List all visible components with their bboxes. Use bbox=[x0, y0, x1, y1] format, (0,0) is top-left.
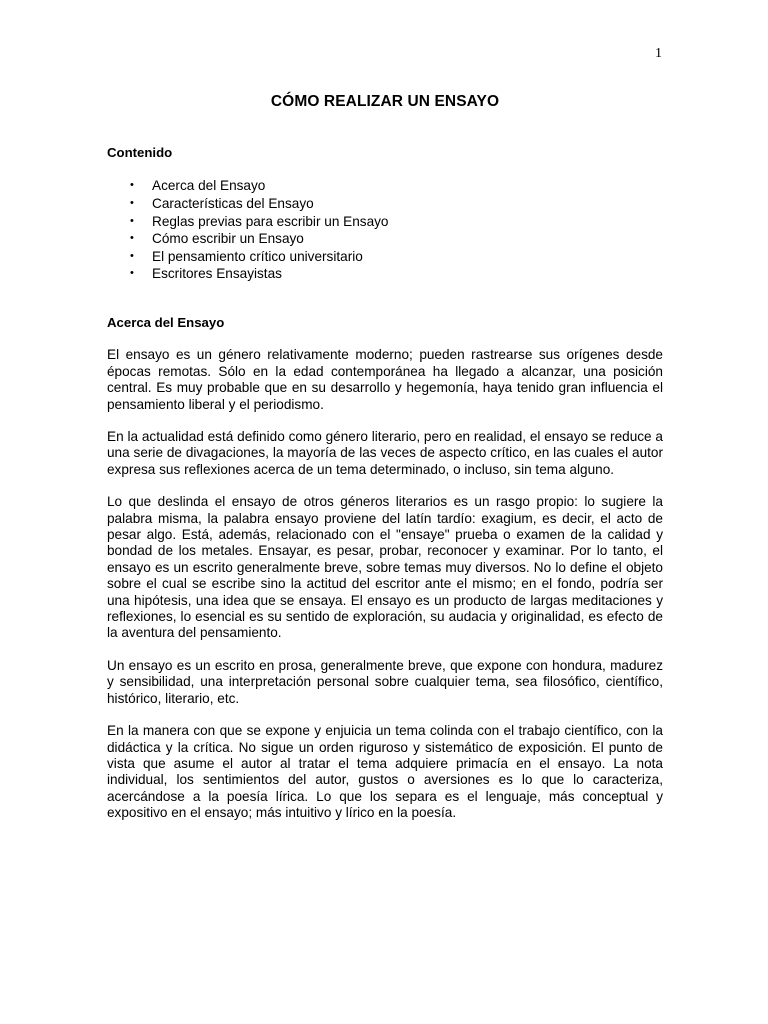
contents-item-label: Acerca del Ensayo bbox=[152, 178, 266, 194]
document-title: CÓMO REALIZAR UN ENSAYO bbox=[270, 93, 500, 110]
contents-item-label: Características del Ensayo bbox=[152, 196, 314, 211]
section-heading: Acerca del Ensayo bbox=[107, 314, 225, 330]
contents-list-item bbox=[107, 230, 663, 248]
bullet-icon: • bbox=[130, 267, 134, 280]
paragraph: En la actualidad está definido como género literario, pero en realidad, el ensayo se reduce a una serie de divagaciones, la mayoría de las veces de aspecto crítico, en las cuales el autor expresa sus reflexiones acerca de un tema determinado, o incluso, sin tema alguno. bbox=[107, 429, 663, 477]
contents-list bbox=[107, 177, 663, 283]
document-body bbox=[107, 145, 663, 822]
bullet-icon: • bbox=[130, 214, 134, 227]
contents-list-item bbox=[107, 248, 663, 266]
contents-list-item bbox=[107, 213, 663, 231]
page-number: 1 bbox=[655, 46, 662, 61]
contents-list-item bbox=[107, 265, 663, 283]
paragraph: Lo que deslinda el ensayo de otros géneros literarios es un rasgo propio: lo sugiere la palabra misma, la palabra ensayo proviene del latín tardío: exagium, es decir, el acto de pesar algo. Está, además, relacionado con el "ensaye" prueba o examen de la calidad y bondad de los metales. Ensayar, es pesar, probar, reconocer y examinar. Por lo tanto, el ensayo es un escrito generalmente breve, sobre temas muy diversos. No lo define el objeto sobre el cual se escribe sino la actitud del escritor ante el mismo; en el fondo, podría ser una hipótesis, una idea que se ensaya. El ensayo es un producto de largas meditaciones y reflexiones, lo esencial es su sentido de exploración, su audacia y originalidad, es efecto de la aventura del pensamiento. bbox=[107, 494, 663, 641]
contents-list-item bbox=[107, 195, 663, 213]
contents-heading: Contenido bbox=[107, 145, 173, 160]
contents-item-label: Reglas previas para escribir un Ensayo bbox=[152, 213, 389, 229]
contents-item-label: Cómo escribir un Ensayo bbox=[152, 231, 304, 247]
paragraph: En la manera con que se expone y enjuicia un tema colinda con el trabajo científico, con la didáctica y la crítica. No sigue un orden riguroso y sistemático de exposición. El punto de vista que asume el autor al tratar el tema adquiere primacía en el ensayo. La nota individual, los sentimientos del autor, gustos o aversiones es lo que lo caracteriza, acercándose a la poesía lírica. Lo que los separa es el lenguaje, más conceptual y expositivo en el ensayo; más intuitivo y lírico en la poesía. bbox=[107, 723, 663, 821]
bullet-icon: • bbox=[130, 179, 134, 192]
bullet-icon: • bbox=[130, 197, 134, 209]
bullet-icon: • bbox=[130, 232, 134, 245]
contents-item-label: El pensamiento crítico universitario bbox=[152, 248, 363, 264]
paragraph: El ensayo es un género relativamente moderno; pueden rastrearse sus orígenes desde épocas remotas. Sólo en la edad contemporánea ha llegado a alcanzar, una posición central. Es muy probable que en su desarrollo y hegemonía, haya tenido gran influencia el pensamiento liberal y el periodismo. bbox=[107, 347, 663, 412]
contents-list-item bbox=[107, 177, 663, 195]
bullet-icon: • bbox=[130, 249, 134, 262]
paragraph: Un ensayo es un escrito en prosa, generalmente breve, que expone con hondura, madurez y sensibilidad, una interpretación personal sobre cualquier tema, sea filosófico, científico, histórico, literario, etc. bbox=[107, 657, 663, 706]
contents-item-label: Escritores Ensayistas bbox=[152, 266, 282, 282]
